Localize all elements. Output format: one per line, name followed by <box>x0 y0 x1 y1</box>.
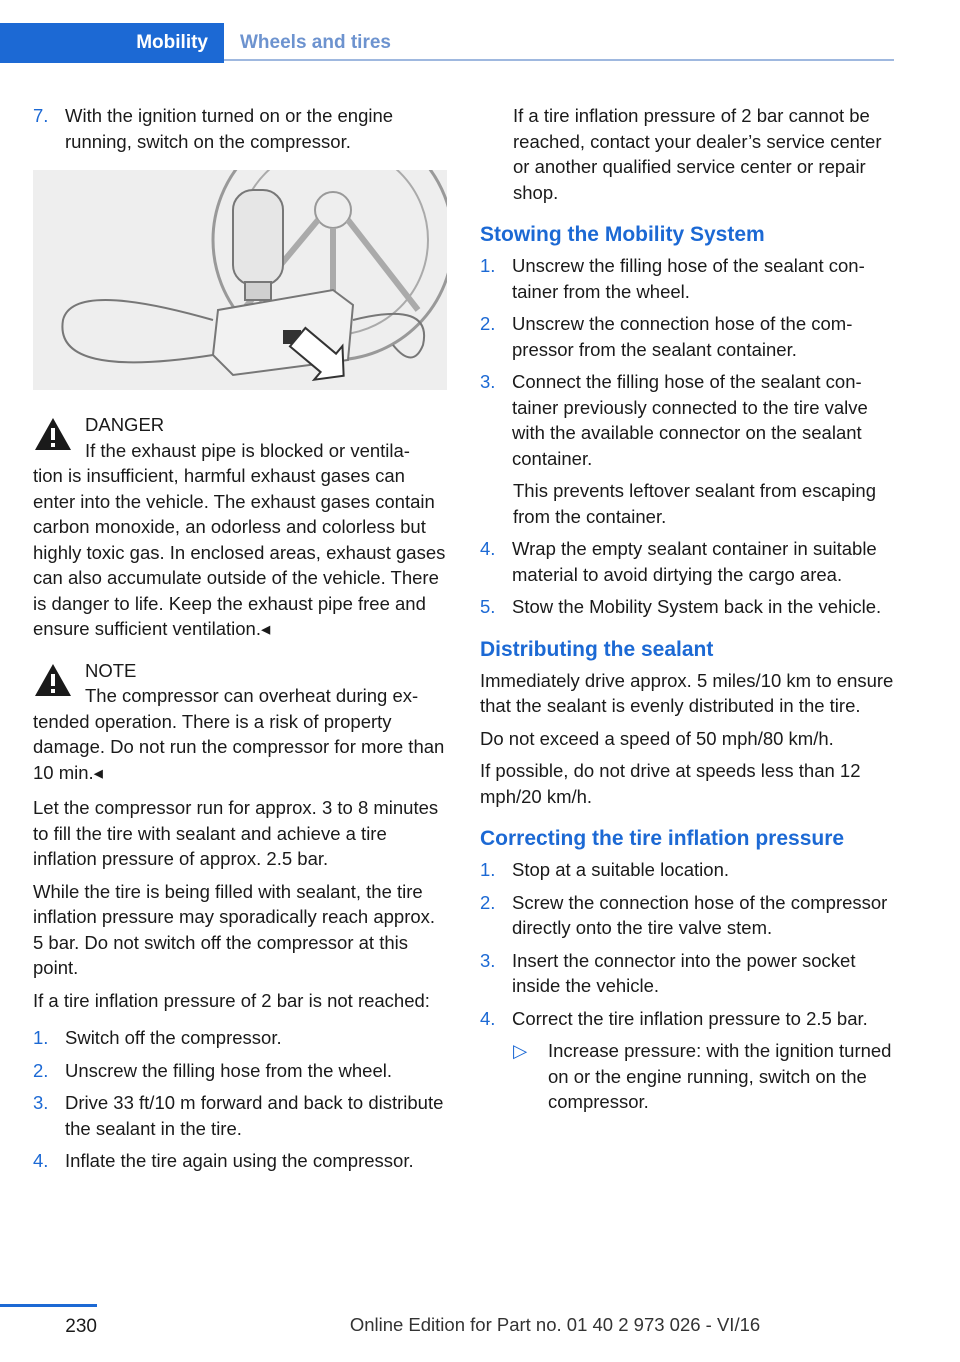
step-number: 1. <box>480 255 496 276</box>
step-number: 1. <box>480 859 496 880</box>
section-heading: Correcting the tire inflation pressure <box>480 827 845 850</box>
list-item <box>33 1148 447 1174</box>
edition-footer: Online Edition for Part no. 01 40 2 973 026 - VI/16 <box>349 1314 761 1335</box>
list-item <box>480 948 896 999</box>
step-number: 3. <box>33 1092 49 1113</box>
subsection-tab[interactable]: Wheels and tires <box>224 23 894 61</box>
paragraph: If possible, do not drive at speeds less than 12 mph/20 km/h. <box>480 760 861 807</box>
step-number: 7. <box>33 105 49 126</box>
list-item <box>33 1090 447 1141</box>
left-column <box>33 103 447 1181</box>
list-item <box>33 1058 447 1084</box>
paragraph: While the tire is being filled with sealant, the tire inflation pressure may sporadically reach approx. 5 bar. Do not switch off the compressor at this point. <box>33 880 436 978</box>
page-number-rule <box>0 1304 97 1307</box>
paragraph: If a tire inflation pressure of 2 bar cannot be reached, contact your dealer’s service center or another qualified service center or repair shop. <box>513 105 882 203</box>
step-number: 5. <box>480 596 496 617</box>
step-text: Drive 33 ft/10 m forward and back to distribute the sealant in the tire. <box>65 1092 444 1139</box>
note-text: tended operation. There is a risk of property damage. Do not run the compressor for more than 10 min.◂ <box>33 710 445 783</box>
paragraph: Do not exceed a speed of 50 mph/80 km/h. <box>480 727 834 749</box>
step-number: 4. <box>33 1150 49 1171</box>
paragraph: If a tire inflation pressure of 2 bar is not reached: <box>33 989 430 1011</box>
note-first-line: The compressor can overheat during ex- <box>85 685 419 706</box>
list-item <box>480 311 896 362</box>
list-item <box>33 1025 447 1051</box>
list-item <box>480 1006 896 1032</box>
danger-first-line: If the exhaust pipe is blocked or ventila- <box>85 439 410 461</box>
note-title: NOTE <box>85 659 137 681</box>
section-heading: Distributing the sealant <box>480 637 714 661</box>
list-item <box>480 253 896 304</box>
paragraph: Immediately drive approx. 5 miles/10 km to ensure that the sealant is evenly distributed in the tire. <box>480 669 894 716</box>
step-text: Unscrew the connection hose of the compressor from the sealant container. <box>512 313 853 360</box>
sub-step-text: Increase pressure: with the ignition turned on or the engine running, switch on the compressor. <box>548 1040 892 1112</box>
step-number: 4. <box>480 538 496 559</box>
list-item <box>480 594 896 620</box>
right-column <box>480 103 896 1115</box>
step-number: 2. <box>480 313 496 334</box>
list-item <box>480 890 896 941</box>
step-text: Stow the Mobility System back in the vehicle. <box>512 596 882 617</box>
paragraph: This prevents leftover sealant from escaping from the container. <box>513 480 876 527</box>
section-heading: Stowing the Mobility System <box>480 223 765 246</box>
note-warning <box>33 658 447 786</box>
list-item <box>480 857 896 883</box>
warning-triangle-icon <box>33 662 73 698</box>
step-text: Unscrew the filling hose from the wheel. <box>65 1059 392 1081</box>
sub-list-item <box>480 1038 896 1115</box>
danger-text: tion is insufficient, harmful exhaust gases can enter into the vehicle. The exhaust gases contain carbon monoxide, an odorless and colorless but highly toxic gas. In enclosed areas, exhaust gases can also accumulate outside of the vehicle. There is danger to life. Keep the exhaust pipe free and ensure sufficient ventilation.◂ <box>33 465 446 639</box>
step-number: 4. <box>480 1007 496 1029</box>
step-text: Switch off the compressor. <box>65 1027 282 1048</box>
step-text: Wrap the empty sealant container in suitable material to avoid dirtying the cargo area. <box>512 538 877 585</box>
step-text: Connect the filling hose of the sealant container previously connected to the tire valve with the available connector on the sealant container. <box>512 371 868 469</box>
triangle-bullet-icon: ▷ <box>513 1040 528 1061</box>
step-number: 2. <box>33 1059 49 1081</box>
step-text: Screw the connection hose of the compressor directly onto the tire valve stem. <box>512 891 888 938</box>
warning-triangle-icon <box>33 416 73 452</box>
step-number: 2. <box>480 891 496 913</box>
step-text: Inflate the tire again using the compressor. <box>65 1150 414 1171</box>
step-text: Unscrew the filling hose of the sealant container from the wheel. <box>512 255 865 302</box>
list-item <box>33 103 447 154</box>
step-text: Stop at a suitable location. <box>512 859 730 880</box>
compressor-drawing <box>33 170 447 390</box>
step-text: Insert the connector into the power socket inside the vehicle. <box>512 949 856 996</box>
list-item <box>480 369 896 471</box>
paragraph: Let the compressor run for approx. 3 to 8 minutes to fill the tire with sealant and achieve a tire inflation pressure of approx. 2.5 bar. <box>33 797 439 869</box>
step-text: With the ignition turned on or the engine running, switch on the compressor. <box>65 105 394 152</box>
section-tab[interactable]: Mobility <box>0 23 224 63</box>
step-text: Correct the tire inflation pressure to 2.5 bar. <box>512 1007 868 1029</box>
danger-warning <box>33 412 447 642</box>
step-number: 3. <box>480 949 496 971</box>
step-number: 1. <box>33 1027 49 1048</box>
step-number: 3. <box>480 371 496 392</box>
danger-title: DANGER <box>85 414 165 435</box>
list-item <box>480 536 896 587</box>
header-bar <box>0 23 894 63</box>
page-number: 230 <box>65 1316 97 1337</box>
compressor-illustration <box>33 170 447 390</box>
